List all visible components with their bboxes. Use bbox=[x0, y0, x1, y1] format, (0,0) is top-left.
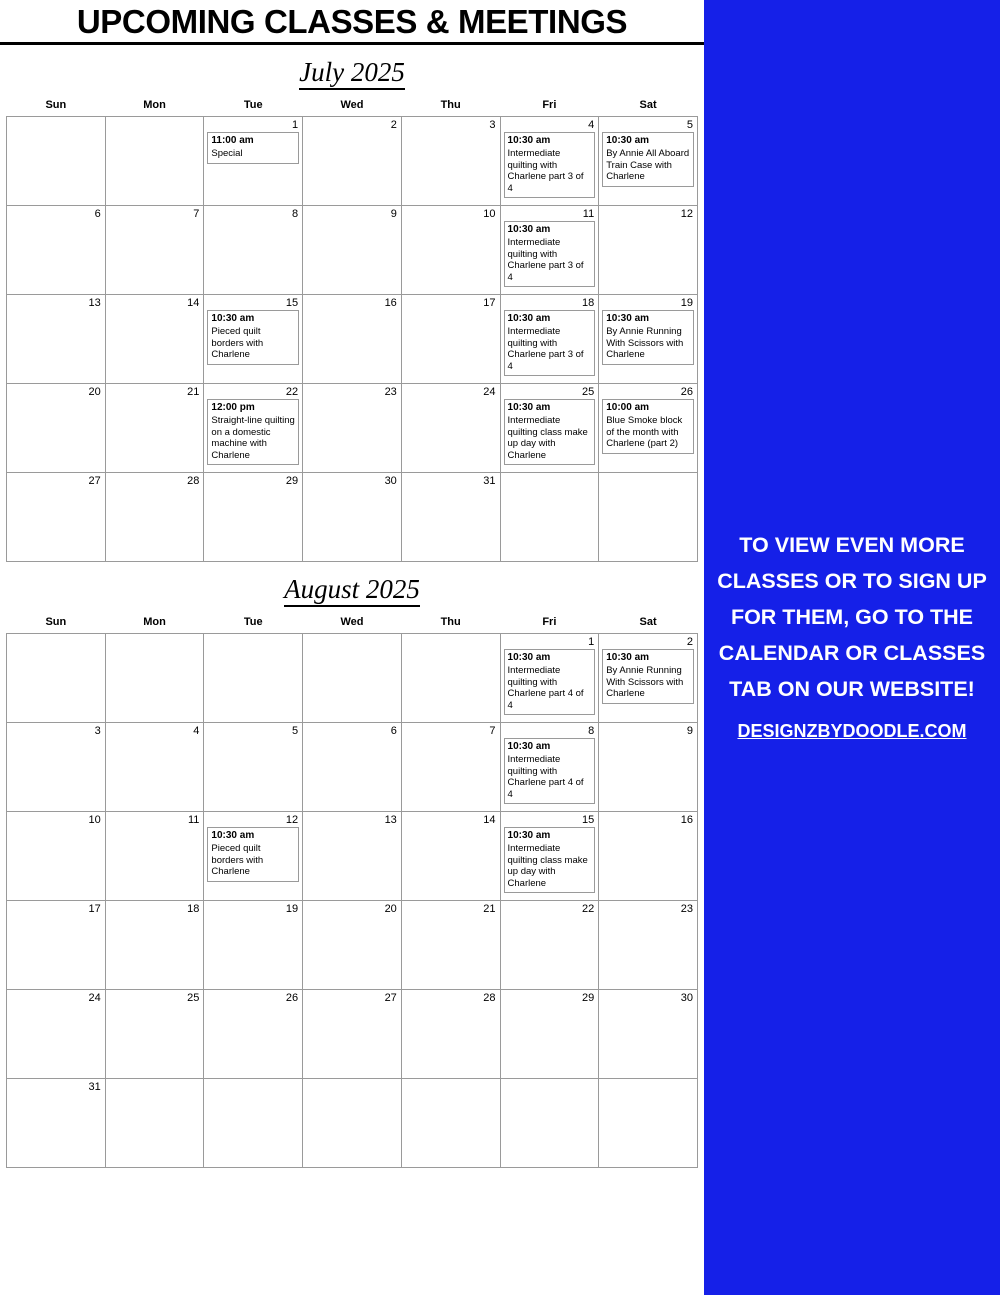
calendar-day-cell[interactable] bbox=[7, 634, 106, 723]
event-time: 10:30 am bbox=[606, 652, 650, 663]
day-number: 12 bbox=[285, 814, 299, 826]
event-time: 10:30 am bbox=[211, 313, 255, 324]
calendar-day-cell[interactable] bbox=[204, 295, 303, 384]
calendar-day-cell[interactable] bbox=[105, 901, 204, 990]
day-number: 4 bbox=[588, 119, 595, 131]
day-number: 22 bbox=[581, 903, 595, 915]
calendar-day-cell[interactable] bbox=[105, 1079, 204, 1168]
day-number: 14 bbox=[187, 297, 200, 309]
calendar-day-cell[interactable] bbox=[303, 1079, 402, 1168]
calendar-day-cell[interactable] bbox=[599, 206, 698, 295]
day-number: 23 bbox=[680, 903, 693, 915]
calendar-day-cell[interactable] bbox=[303, 384, 402, 473]
month-title bbox=[0, 574, 704, 605]
website-link[interactable]: DESIGNZBYDOODLE.COM bbox=[737, 721, 967, 741]
event-time: 10:30 am bbox=[507, 652, 551, 663]
calendar-day-cell[interactable] bbox=[599, 384, 698, 473]
day-number: 9 bbox=[686, 725, 693, 737]
day-number: 29 bbox=[285, 475, 299, 487]
day-number: 6 bbox=[94, 208, 101, 220]
calendar-day-cell[interactable] bbox=[105, 723, 204, 812]
calendar-week-row bbox=[7, 990, 698, 1079]
day-number bbox=[402, 1079, 500, 1081]
day-number: 28 bbox=[187, 475, 200, 487]
event-time: 10:30 am bbox=[507, 830, 551, 841]
calendar-day-cell[interactable] bbox=[105, 117, 204, 206]
calendar-day-cell[interactable] bbox=[303, 473, 402, 562]
calendar-day-cell[interactable] bbox=[401, 990, 500, 1079]
calendar-day-cell[interactable] bbox=[500, 990, 599, 1079]
day-number bbox=[7, 117, 105, 119]
calendar-day-cell[interactable] bbox=[401, 384, 500, 473]
calendar-day-cell[interactable] bbox=[500, 634, 599, 723]
event-time: 11:00 am bbox=[211, 135, 254, 146]
page-title: UPCOMING CLASSES & MEETINGS bbox=[0, 0, 704, 45]
sidebar-message: TO VIEW EVEN MORE CLASSES OR TO SIGN UP FOR THEM, GO TO THE CALENDAR OR CLASSES TAB ON OUR WEBSITE! bbox=[717, 533, 987, 701]
day-number: 3 bbox=[489, 119, 496, 131]
event-title: Intermediate quilting class make up day with Charlene bbox=[507, 415, 588, 461]
calendar-day-cell[interactable] bbox=[500, 295, 599, 384]
event-title: Intermediate quilting with Charlene part 3 of 4 bbox=[507, 148, 584, 194]
day-number: 1 bbox=[588, 636, 595, 648]
calendar-day-cell[interactable] bbox=[303, 634, 402, 723]
month-title-text: July 2025 bbox=[299, 57, 405, 90]
day-number bbox=[501, 1079, 599, 1081]
day-number: 18 bbox=[187, 903, 200, 915]
months-container bbox=[0, 57, 704, 1168]
event-time: 10:30 am bbox=[507, 135, 551, 146]
day-number: 31 bbox=[483, 475, 496, 487]
day-number bbox=[204, 634, 302, 636]
calendar-event[interactable] bbox=[207, 310, 299, 365]
calendar-day-cell[interactable] bbox=[105, 812, 204, 901]
calendar-day-cell[interactable] bbox=[303, 901, 402, 990]
calendar-day-cell[interactable] bbox=[599, 117, 698, 206]
calendar-event[interactable] bbox=[504, 827, 596, 893]
weekday-header: Thu bbox=[440, 99, 461, 111]
event-time: 10:00 am bbox=[606, 402, 650, 413]
calendar-day-cell[interactable] bbox=[105, 990, 204, 1079]
day-number: 24 bbox=[483, 386, 496, 398]
calendar-day-cell[interactable] bbox=[204, 901, 303, 990]
event-time: 10:30 am bbox=[507, 224, 551, 235]
calendar-event[interactable] bbox=[602, 132, 694, 187]
calendar-week-row bbox=[7, 295, 698, 384]
calendar-week-row bbox=[7, 473, 698, 562]
day-number: 22 bbox=[285, 386, 299, 398]
event-time: 10:30 am bbox=[507, 741, 551, 752]
day-number: 2 bbox=[390, 119, 397, 131]
day-number: 1 bbox=[291, 119, 299, 131]
event-title: Intermediate quilting with Charlene part 3 of 4 bbox=[507, 326, 584, 372]
calendar-day-cell[interactable] bbox=[599, 901, 698, 990]
calendar-day-cell[interactable] bbox=[204, 812, 303, 901]
day-number: 25 bbox=[187, 992, 200, 1004]
day-number: 12 bbox=[680, 208, 693, 220]
day-number bbox=[303, 634, 401, 636]
weekday-header: Tue bbox=[243, 99, 263, 111]
calendar-day-cell[interactable] bbox=[303, 812, 402, 901]
calendar-day-cell[interactable] bbox=[401, 1079, 500, 1168]
day-number: 4 bbox=[193, 725, 200, 737]
calendar-day-cell[interactable] bbox=[500, 901, 599, 990]
calendar-day-cell[interactable] bbox=[500, 384, 599, 473]
day-number: 27 bbox=[384, 992, 397, 1004]
day-number: 21 bbox=[187, 386, 200, 398]
calendar-day-cell[interactable] bbox=[204, 206, 303, 295]
month-title-text: August 2025 bbox=[284, 574, 420, 607]
event-title: Intermediate quilting class make up day with Charlene bbox=[507, 843, 588, 889]
day-number: 19 bbox=[680, 297, 693, 309]
calendar-day-cell[interactable] bbox=[500, 117, 599, 206]
calendar-day-cell[interactable] bbox=[401, 117, 500, 206]
day-number: 11 bbox=[187, 814, 200, 826]
calendar-week-row bbox=[7, 206, 698, 295]
day-number: 28 bbox=[483, 992, 496, 1004]
day-number: 10 bbox=[483, 208, 496, 220]
event-time: 10:30 am bbox=[606, 135, 650, 146]
day-number: 23 bbox=[384, 386, 397, 398]
calendar-day-cell[interactable] bbox=[7, 117, 106, 206]
calendar-day-cell[interactable] bbox=[303, 295, 402, 384]
calendar-event[interactable] bbox=[602, 399, 694, 454]
calendar-day-cell[interactable] bbox=[303, 117, 402, 206]
day-number: 7 bbox=[193, 208, 200, 220]
day-number: 31 bbox=[88, 1081, 101, 1093]
calendar-day-cell[interactable] bbox=[599, 473, 698, 562]
calendar-event[interactable] bbox=[602, 649, 694, 704]
weekday-header: Sun bbox=[45, 99, 67, 111]
calendar-day-cell[interactable] bbox=[599, 1079, 698, 1168]
calendar-day-cell[interactable] bbox=[599, 723, 698, 812]
day-number bbox=[303, 1079, 401, 1081]
calendar-event[interactable] bbox=[207, 132, 299, 164]
day-number: 7 bbox=[489, 725, 496, 737]
day-number: 17 bbox=[483, 297, 496, 309]
day-number: 26 bbox=[680, 386, 693, 398]
calendar-day-cell[interactable] bbox=[7, 812, 106, 901]
calendar-day-cell[interactable] bbox=[303, 206, 402, 295]
calendar-week-row bbox=[7, 384, 698, 473]
calendar-day-cell[interactable] bbox=[7, 295, 106, 384]
day-number: 24 bbox=[88, 992, 101, 1004]
day-number: 10 bbox=[88, 814, 101, 826]
event-title: Intermediate quilting with Charlene part 3 of 4 bbox=[507, 237, 584, 283]
calendar-day-cell[interactable] bbox=[105, 473, 204, 562]
event-title: Special bbox=[211, 148, 243, 159]
calendar-day-cell[interactable] bbox=[7, 473, 106, 562]
day-number bbox=[106, 634, 204, 636]
calendar-week-row bbox=[7, 812, 698, 901]
calendar-day-cell[interactable] bbox=[500, 1079, 599, 1168]
event-title: Straight-line quilting on a domestic machine with Charlene bbox=[211, 415, 295, 461]
event-title: Blue Smoke block of the month with Charlene (part 2) bbox=[606, 415, 683, 449]
calendar-day-cell[interactable] bbox=[401, 473, 500, 562]
calendar-day-cell[interactable] bbox=[204, 634, 303, 723]
day-number: 29 bbox=[581, 992, 595, 1004]
calendar-day-cell[interactable] bbox=[7, 723, 106, 812]
weekday-header: Sat bbox=[639, 616, 657, 628]
day-number bbox=[106, 1079, 204, 1081]
calendar-event[interactable] bbox=[504, 132, 596, 198]
calendar-day-cell[interactable] bbox=[599, 990, 698, 1079]
event-time: 10:30 am bbox=[211, 830, 255, 841]
calendar-day-cell[interactable] bbox=[7, 990, 106, 1079]
day-number: 17 bbox=[88, 903, 101, 915]
day-number: 18 bbox=[581, 297, 595, 309]
sidebar-content bbox=[704, 527, 1000, 742]
calendar-event[interactable] bbox=[602, 310, 694, 365]
calendar-day-cell[interactable] bbox=[105, 295, 204, 384]
day-number bbox=[599, 1079, 697, 1081]
calendar-event[interactable] bbox=[504, 221, 596, 287]
weekday-header: Fri bbox=[542, 616, 557, 628]
calendar-day-cell[interactable] bbox=[401, 723, 500, 812]
day-number: 15 bbox=[285, 297, 299, 309]
calendar-week-row bbox=[7, 1079, 698, 1168]
calendar-event[interactable] bbox=[504, 399, 596, 465]
calendar-table bbox=[6, 96, 698, 562]
day-number: 30 bbox=[384, 475, 397, 487]
day-number: 11 bbox=[582, 208, 595, 220]
day-number bbox=[501, 473, 599, 475]
calendar-day-cell[interactable] bbox=[401, 901, 500, 990]
day-number: 21 bbox=[483, 903, 496, 915]
calendar-day-cell[interactable] bbox=[204, 1079, 303, 1168]
event-time: 10:30 am bbox=[606, 313, 650, 324]
day-number: 16 bbox=[384, 297, 397, 309]
event-title: Pieced quilt borders with Charlene bbox=[211, 326, 264, 360]
calendar-day-cell[interactable] bbox=[7, 901, 106, 990]
day-number: 27 bbox=[88, 475, 101, 487]
calendar-day-cell[interactable] bbox=[105, 206, 204, 295]
calendar-week-row bbox=[7, 901, 698, 990]
event-title: Intermediate quilting with Charlene part 4 of 4 bbox=[507, 665, 584, 711]
day-number: 26 bbox=[285, 992, 299, 1004]
weekday-header: Thu bbox=[440, 616, 461, 628]
calendar-day-cell[interactable] bbox=[401, 295, 500, 384]
day-number: 14 bbox=[483, 814, 496, 826]
calendar-day-cell[interactable] bbox=[204, 117, 303, 206]
day-number: 25 bbox=[581, 386, 595, 398]
day-number: 13 bbox=[384, 814, 397, 826]
calendar-day-cell[interactable] bbox=[401, 206, 500, 295]
calendar-week-row bbox=[7, 723, 698, 812]
day-number bbox=[7, 634, 105, 636]
calendar-week-row bbox=[7, 634, 698, 723]
day-number: 8 bbox=[588, 725, 595, 737]
calendar-day-cell[interactable] bbox=[7, 1079, 106, 1168]
event-title: Pieced quilt borders with Charlene bbox=[211, 843, 264, 877]
day-number: 3 bbox=[94, 725, 101, 737]
day-number: 5 bbox=[291, 725, 299, 737]
sidebar-panel bbox=[704, 0, 1000, 1295]
weekday-header: Sat bbox=[639, 99, 657, 111]
day-number bbox=[106, 117, 204, 119]
calendar-week-row bbox=[7, 117, 698, 206]
calendar-day-cell[interactable] bbox=[303, 723, 402, 812]
weekday-header: Wed bbox=[340, 616, 364, 628]
calendar-day-cell[interactable] bbox=[7, 206, 106, 295]
calendar-event[interactable] bbox=[207, 399, 299, 465]
calendar-event[interactable] bbox=[207, 827, 299, 882]
calendar-day-cell[interactable] bbox=[599, 812, 698, 901]
calendar-day-cell[interactable] bbox=[500, 723, 599, 812]
calendar-day-cell[interactable] bbox=[7, 384, 106, 473]
calendar-day-cell[interactable] bbox=[204, 723, 303, 812]
calendar-table bbox=[6, 613, 698, 1168]
calendar-day-cell[interactable] bbox=[204, 473, 303, 562]
event-time: 10:30 am bbox=[507, 402, 551, 413]
weekday-header: Tue bbox=[243, 616, 263, 628]
calendar-day-cell[interactable] bbox=[105, 634, 204, 723]
day-number: 13 bbox=[88, 297, 101, 309]
calendar-day-cell[interactable] bbox=[204, 990, 303, 1079]
weekday-header: Wed bbox=[340, 99, 364, 111]
day-number bbox=[599, 473, 697, 475]
day-number bbox=[402, 634, 500, 636]
weekday-header: Mon bbox=[143, 99, 166, 111]
event-time: 12:00 pm bbox=[211, 402, 255, 413]
day-number: 19 bbox=[285, 903, 299, 915]
calendar-event[interactable] bbox=[504, 310, 596, 376]
calendar-event[interactable] bbox=[504, 649, 596, 715]
day-number: 6 bbox=[390, 725, 397, 737]
day-number: 8 bbox=[291, 208, 299, 220]
day-number: 30 bbox=[680, 992, 693, 1004]
calendar-day-cell[interactable] bbox=[500, 206, 599, 295]
calendar-day-cell[interactable] bbox=[401, 634, 500, 723]
event-title: By Annie Running With Scissors with Charlene bbox=[606, 665, 684, 699]
calendar-day-cell[interactable] bbox=[599, 634, 698, 723]
calendar-day-cell[interactable] bbox=[105, 384, 204, 473]
event-title: By Annie Running With Scissors with Charlene bbox=[606, 326, 684, 360]
day-number bbox=[204, 1079, 302, 1081]
event-title: Intermediate quilting with Charlene part 4 of 4 bbox=[507, 754, 584, 800]
calendar-day-cell[interactable] bbox=[599, 295, 698, 384]
event-title: By Annie All Aboard Train Case with Charlene bbox=[606, 148, 690, 182]
calendar-day-cell[interactable] bbox=[303, 990, 402, 1079]
day-number: 5 bbox=[686, 119, 693, 131]
day-number: 2 bbox=[686, 636, 693, 648]
event-time: 10:30 am bbox=[507, 313, 551, 324]
calendar-day-cell[interactable] bbox=[500, 473, 599, 562]
weekday-header-row bbox=[7, 613, 698, 634]
calendar-event[interactable] bbox=[504, 738, 596, 804]
weekday-header: Fri bbox=[542, 99, 557, 111]
day-number: 20 bbox=[88, 386, 101, 398]
weekday-header: Mon bbox=[143, 616, 166, 628]
weekday-header: Sun bbox=[45, 616, 67, 628]
month-title bbox=[0, 57, 704, 88]
calendar-day-cell[interactable] bbox=[204, 384, 303, 473]
calendar-day-cell[interactable] bbox=[500, 812, 599, 901]
calendar-day-cell[interactable] bbox=[401, 812, 500, 901]
day-number: 20 bbox=[384, 903, 397, 915]
day-number: 9 bbox=[390, 208, 397, 220]
day-number: 16 bbox=[680, 814, 693, 826]
day-number: 15 bbox=[581, 814, 595, 826]
weekday-header-row bbox=[7, 96, 698, 117]
